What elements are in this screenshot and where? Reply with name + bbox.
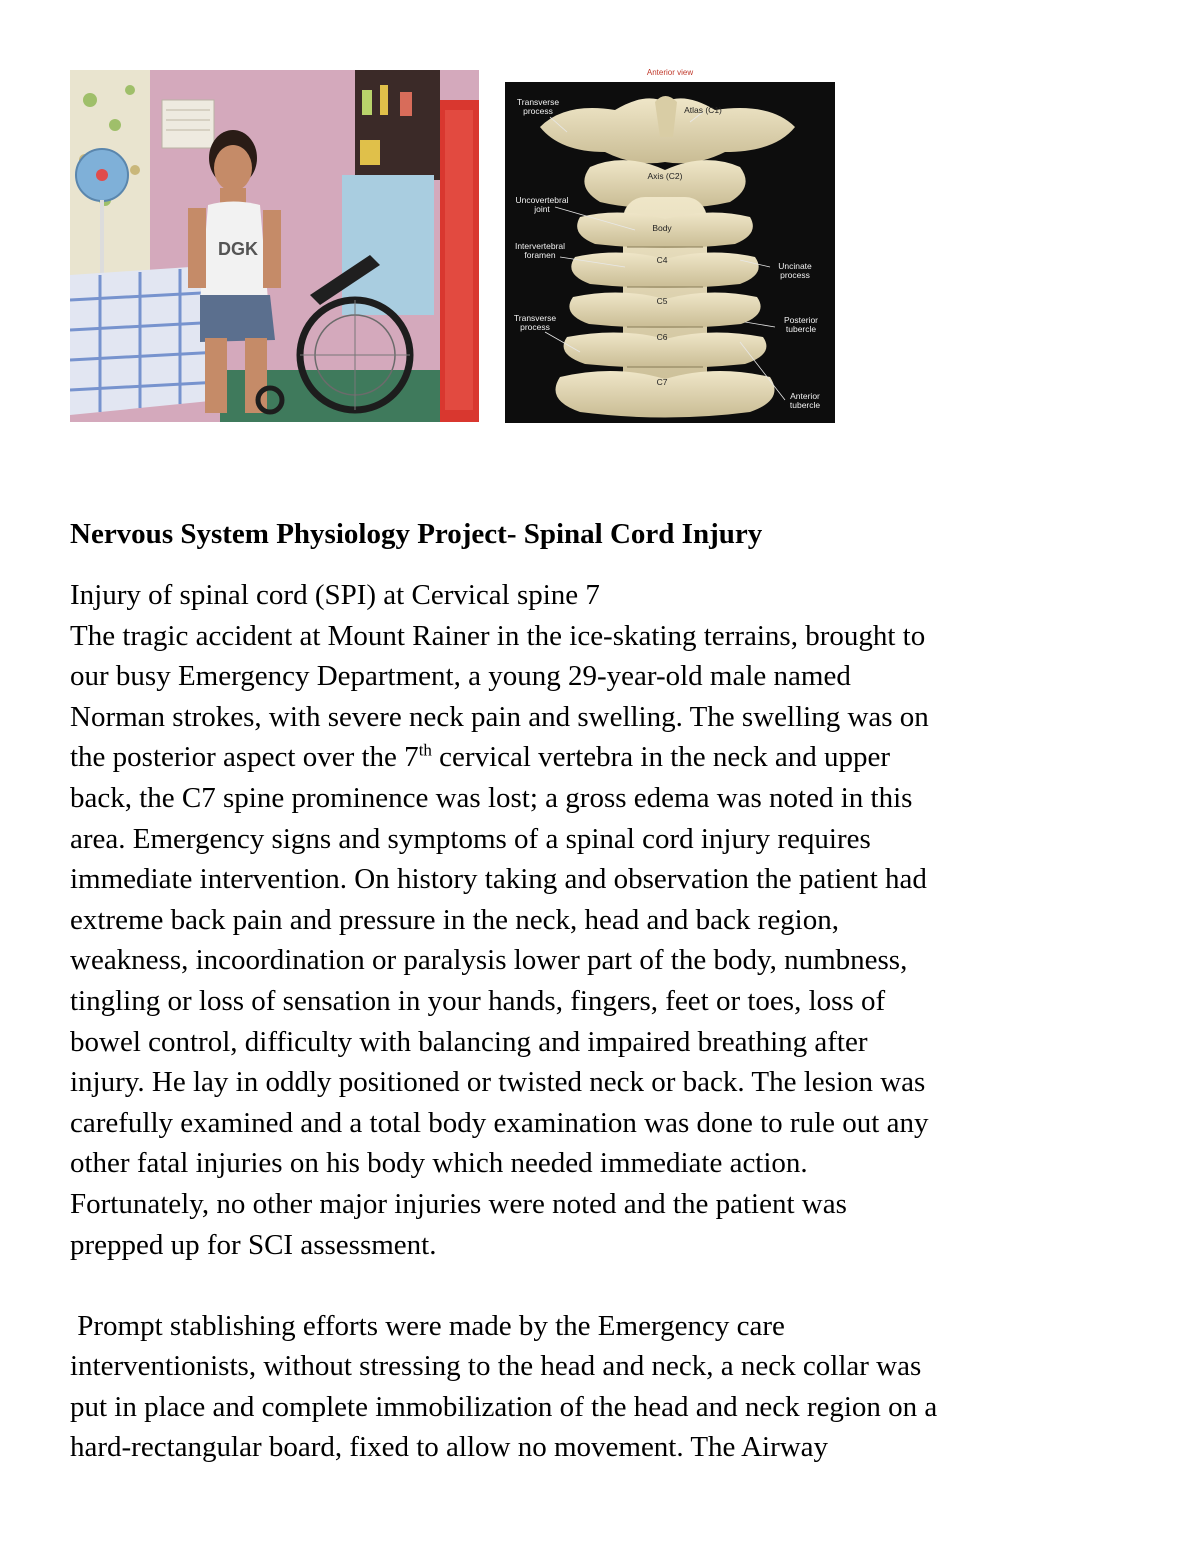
body-line: area. Emergency signs and symptoms of a spinal cord injury requires bbox=[70, 822, 871, 855]
label-atlas: Atlas (C1) bbox=[684, 105, 722, 115]
label-intervertebral-foramen: Intervertebral foramen bbox=[514, 241, 566, 260]
label-posterior-tubercle: Posterior tubercle bbox=[783, 315, 818, 334]
body-line: our busy Emergency Department, a young 29-year-old male named bbox=[70, 660, 851, 693]
document-title: Nervous System Physiology Project- Spinal Cord Injury bbox=[70, 518, 763, 550]
body-line: Injury of spinal cord (SPI) at Cervical spine 7 bbox=[70, 579, 600, 611]
body-line: put in place and complete immobilization of the head and neck region on a bbox=[70, 1390, 938, 1423]
label-c4: C4 bbox=[656, 255, 668, 265]
body-line: interventionists, without stressing to the head and neck, a neck collar was bbox=[70, 1350, 922, 1383]
label-uncinate-process: Uncinate process bbox=[778, 261, 812, 280]
label-transverse-process-bottom: Transverse process bbox=[513, 313, 557, 332]
body-line: extreme back pain and pressure in the neck, head and back region, bbox=[70, 903, 839, 936]
body-line: immediate intervention. On history taking and observation the patient had bbox=[70, 863, 927, 896]
body-line: Fortunately, no other major injuries were noted and the patient was bbox=[70, 1187, 847, 1220]
label-transverse-process-top: Transverse process bbox=[516, 97, 560, 116]
svg-text:DGK: DGK bbox=[218, 239, 258, 259]
label-anterior-tubercle: Anterior tubercle bbox=[789, 391, 821, 410]
label-c7: C7 bbox=[656, 377, 668, 387]
body-line: carefully examined and a total body examination was done to rule out any bbox=[70, 1106, 929, 1139]
body-line: injury. He lay in oddly positioned or twisted neck or back. The lesion was bbox=[70, 1066, 926, 1099]
cervical-spine-figure bbox=[505, 82, 835, 423]
body-line: tingling or loss of sensation in your hands, fingers, feet or toes, loss of bbox=[70, 984, 886, 1017]
body-line: other fatal injuries on his body which needed immediate action. bbox=[70, 1147, 808, 1180]
body-line-part: the posterior aspect over the 7 bbox=[70, 741, 419, 774]
patient-photo-drawing bbox=[70, 70, 479, 422]
label-c5: C5 bbox=[656, 296, 668, 306]
body-line: Norman strokes, with severe neck pain and swelling. The swelling was on bbox=[70, 700, 929, 733]
body-line bbox=[70, 737, 1140, 778]
body-line: prepped up for SCI assessment. bbox=[70, 1228, 437, 1261]
label-uncovertebral-joint: Uncovertebral joint bbox=[515, 195, 569, 214]
anatomy-caption: Anterior view bbox=[646, 68, 694, 77]
label-c6: C6 bbox=[656, 332, 668, 342]
document-body bbox=[70, 575, 1140, 1468]
superscript-th: th bbox=[418, 740, 432, 760]
label-axis: Axis (C2) bbox=[647, 171, 683, 181]
body-line: bowel control, difficulty with balancing and impaired breathing after bbox=[70, 1025, 868, 1058]
body-line: Prompt stablishing efforts were made by the Emergency care bbox=[70, 1309, 785, 1342]
body-line: back, the C7 spine prominence was lost; a gross edema was noted in this bbox=[70, 781, 913, 814]
paragraph-gap bbox=[70, 1265, 1140, 1306]
body-line: weakness, incoordination or paralysis lower part of the body, numbness, bbox=[70, 944, 908, 977]
body-line: The tragic accident at Mount Rainer in the ice-skating terrains, brought to bbox=[70, 619, 926, 652]
label-body: Body bbox=[652, 223, 672, 233]
body-line-part: cervical vertebra in the neck and upper bbox=[431, 741, 891, 774]
patient-photo bbox=[70, 70, 479, 422]
body-line: hard-rectangular board, fixed to allow no movement. The Airway bbox=[70, 1431, 829, 1464]
